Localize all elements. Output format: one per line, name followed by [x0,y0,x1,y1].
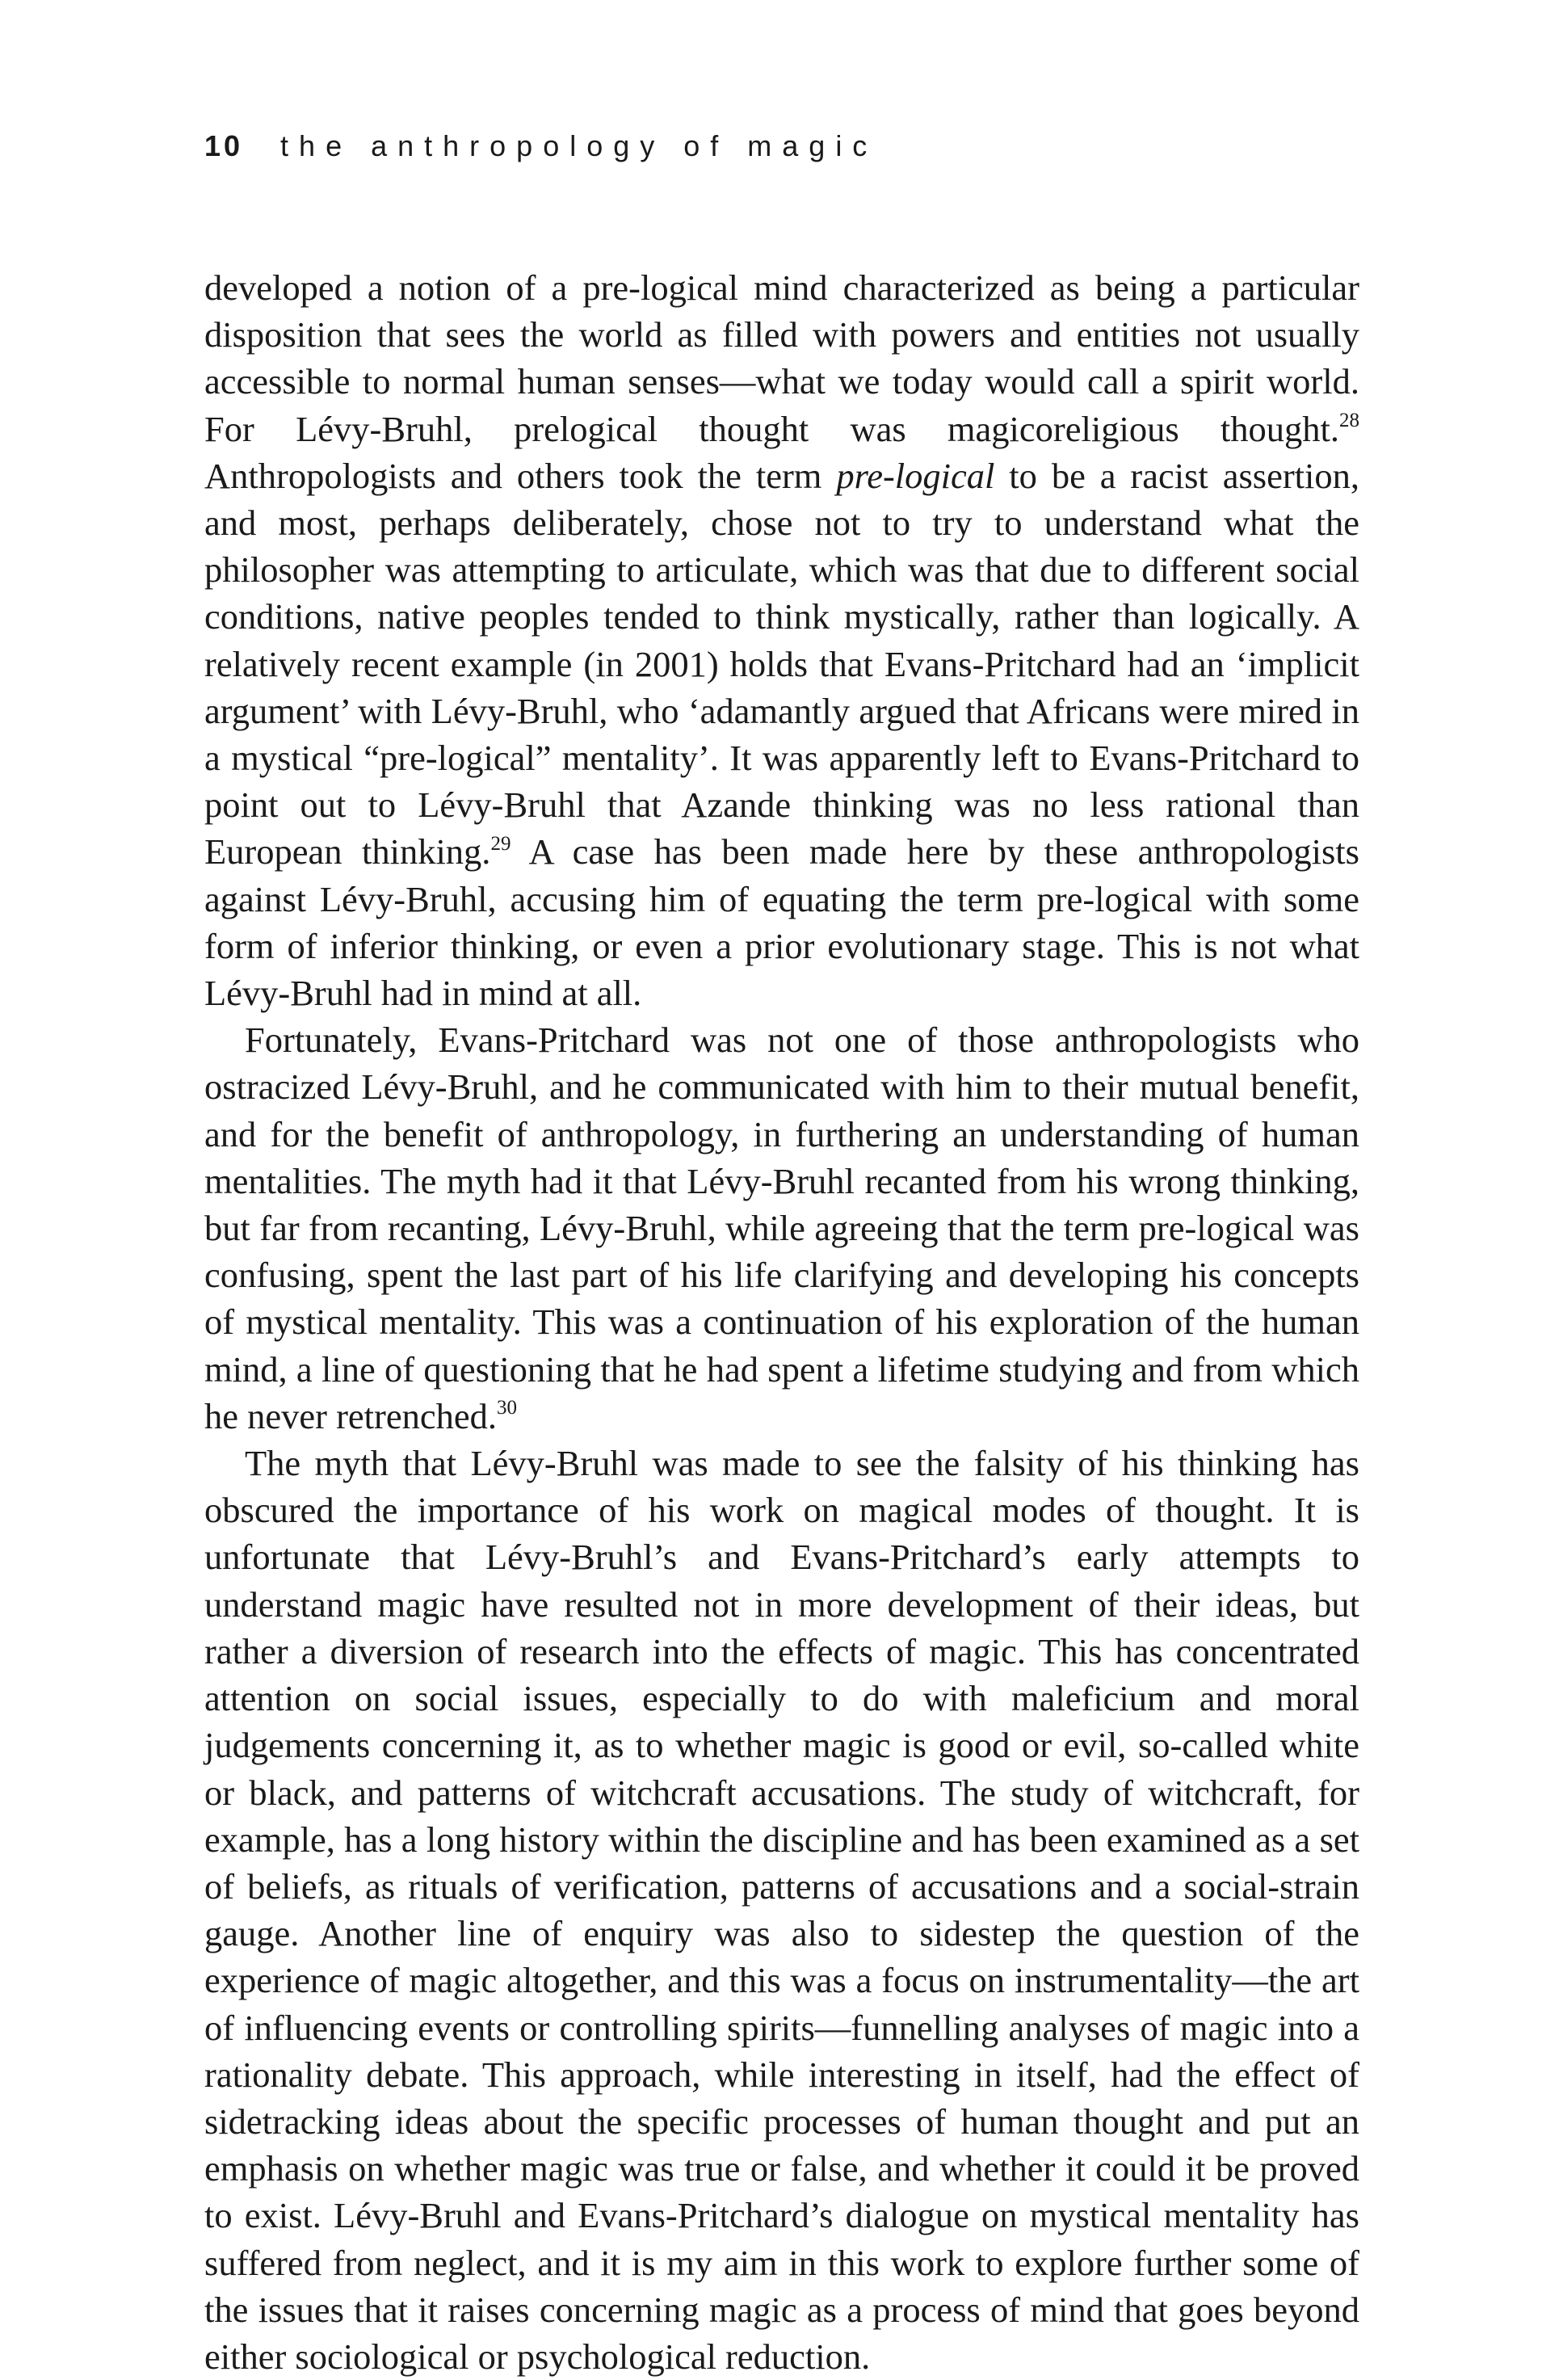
paragraph-1-text-b: Anthropologists and others took the term [204,455,837,496]
paragraph-1-text-c: to be a racist assertion, and most, perhaps deliberately, chose not to try to understand what the philosopher was attempting to articulate, which was that due to different social conditions, native peoples tended to think mystically, rather than logically. A relatively recent example (in 2001) holds that Evans-Pritchard had an ‘implicit argument’ with Lévy-Bruhl, who ‘adamantly argued that Africans were mired in a mystical “pre-logical” mentality’. It was apparently left to Evans-Pritchard to point out to Lévy-Bruhl that Azande thinking was no less rational than European thinking. [204,455,1359,873]
paragraph-3-text: The myth that Lévy-Bruhl was made to see the falsity of his thinking has obscured the importance of his work on magical modes of thought. It is unfortunate that Lévy-Bruhl’s and Evans-Pritchard’s early attempts to understand magic have resulted not in more development of their ideas, but rather a diversion of research into the effects of magic. This has concentrated attention on social issues, especially to do with maleficium and moral judgements concerning it, as to whether magic is good or evil, so-called white or black, and patterns of witchcraft accusations. The study of witchcraft, for example, has a long history within the discipline and has been examined as a set of beliefs, as rituals of verification, patterns of accusations and a social-strain gauge. Another line of enquiry was also to sidestep the question of the experience of magic altogether, and this was a focus on instrumentality—the art of influencing events or controlling spirits—funnelling analyses of magic into a rationality debate. This approach, while interesting in itself, had the effect of sidetracking ideas about the specific processes of human thought and put an emphasis on whether magic was true or false, and whether it could it be proved to exist. Lévy-Bruhl and Evans-Pritchard’s dialogue on mystical mentality has suffered from neglect, and it is my aim in this work to explore further some of the issues that it raises concerning magic as a process of mind that goes beyond either sociological or psychological reduction. [204,1443,1359,2377]
paragraph-3 [204,1440,1359,2380]
page-number: 10 [204,129,244,162]
paragraph-2-text: Fortunately, Evans-Pritchard was not one of those anthropologists who ostracized Lévy-Bruhl, and he communicated with him to their mutual benefit, and for the benefit of anthropology, in furthering an understanding of human mentalities. The myth had it that Lévy-Bruhl recanted from his wrong thinking, but far from recanting, Lévy-Bruhl, while agreeing that the term pre-logical was confusing, spent the last part of his life clarifying and developing his concepts of mystical mentality. This was a continuation of his exploration of the human mind, a line of questioning that he had spent a lifetime studying and from which he never retrenched. [204,1020,1359,1436]
footnote-ref-28: 28 [1339,409,1359,431]
footnote-ref-30: 30 [496,1397,517,1419]
body-text [204,264,1359,2380]
paragraph-1-text-d: A case has been made here by these anthropologists against Lévy-Bruhl, accusing him of equating the term pre-logical with some form of inferior thinking, or even a prior evolutionary stage. This is not what Lévy-Bruhl had in mind at all. [204,831,1359,1014]
italic-term-pre-logical: pre-logical [836,455,995,496]
paragraph-1-text-a: developed a notion of a pre-logical mind characterized as being a particular disposition that sees the world as filled with powers and entities not usually accessible to normal human senses—what we today would call a spirit world. For Lévy-Bruhl, prelogical thought was magicoreligious thought. [204,267,1359,449]
paragraph-1 [204,264,1359,1016]
running-head [204,129,878,162]
running-head-title: the anthropology of magic [280,129,878,162]
footnote-ref-29: 29 [490,832,511,855]
paragraph-2 [204,1016,1359,1440]
